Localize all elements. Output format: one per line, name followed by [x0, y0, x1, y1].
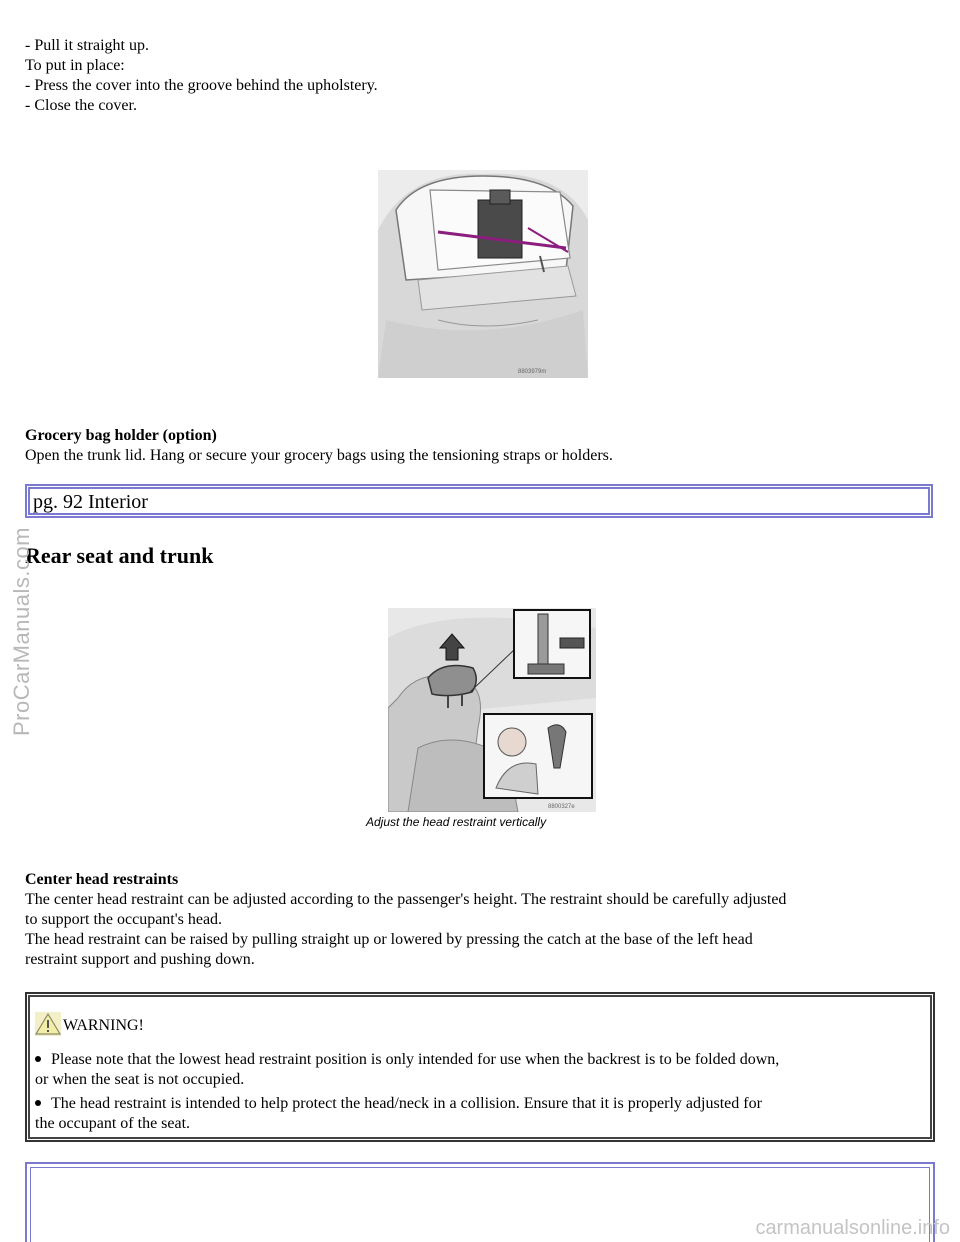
instructions-block [25, 36, 935, 116]
page-header-bar [25, 484, 933, 518]
page-header-text: pg. 92 Interior [33, 491, 148, 513]
center-text-line: The center head restraint can be adjusted according to the passenger's height. The restraint should be carefully adjusted [25, 891, 787, 908]
warning-bullet: The head restraint is intended to help protect the head/neck in a collision. Ensure that it is properly adjusted for the occupant of the seat. [35, 1095, 762, 1132]
figure-code: 8803979m [518, 369, 547, 375]
instruction-line: - Press the cover into the groove behind the upholstery. [25, 77, 378, 94]
grocery-section [25, 426, 935, 466]
watermark-bottom: carmanualsonline.info [755, 1217, 950, 1239]
section-title: Rear seat and trunk [25, 543, 214, 568]
warning-title: WARNING! [63, 1017, 144, 1034]
warning-bullet: Please note that the lowest head restraint position is only intended for use when the backrest is to be folded down, or when the seat is not occupied. [35, 1051, 780, 1088]
warning-box [25, 992, 935, 1142]
warning-triangle-icon [35, 1012, 61, 1036]
center-text-line: restraint support and pushing down. [25, 951, 255, 968]
figure-code: 8800327e [548, 804, 575, 810]
figure-caption: Adjust the head restraint vertically [366, 815, 547, 829]
instruction-line: To put in place: [25, 57, 125, 74]
head-restraint-figure [388, 608, 596, 812]
center-text-line: The head restraint can be raised by pulling straight up or lowered by pressing the catch at the base of the left head [25, 931, 753, 948]
center-restraints-section [25, 870, 935, 970]
grocery-text: Open the trunk lid. Hang or secure your grocery bags using the tensioning straps or holders. [25, 447, 613, 464]
center-text-line: to support the occupant's head. [25, 911, 223, 928]
center-heading: Center head restraints [25, 871, 179, 888]
watermark-left: ProCarManuals.com [9, 526, 34, 736]
instruction-line: - Close the cover. [25, 97, 137, 114]
trunk-grocery-figure [378, 170, 588, 378]
instruction-line: - Pull it straight up. [25, 37, 149, 54]
grocery-heading: Grocery bag holder (option) [25, 427, 217, 444]
